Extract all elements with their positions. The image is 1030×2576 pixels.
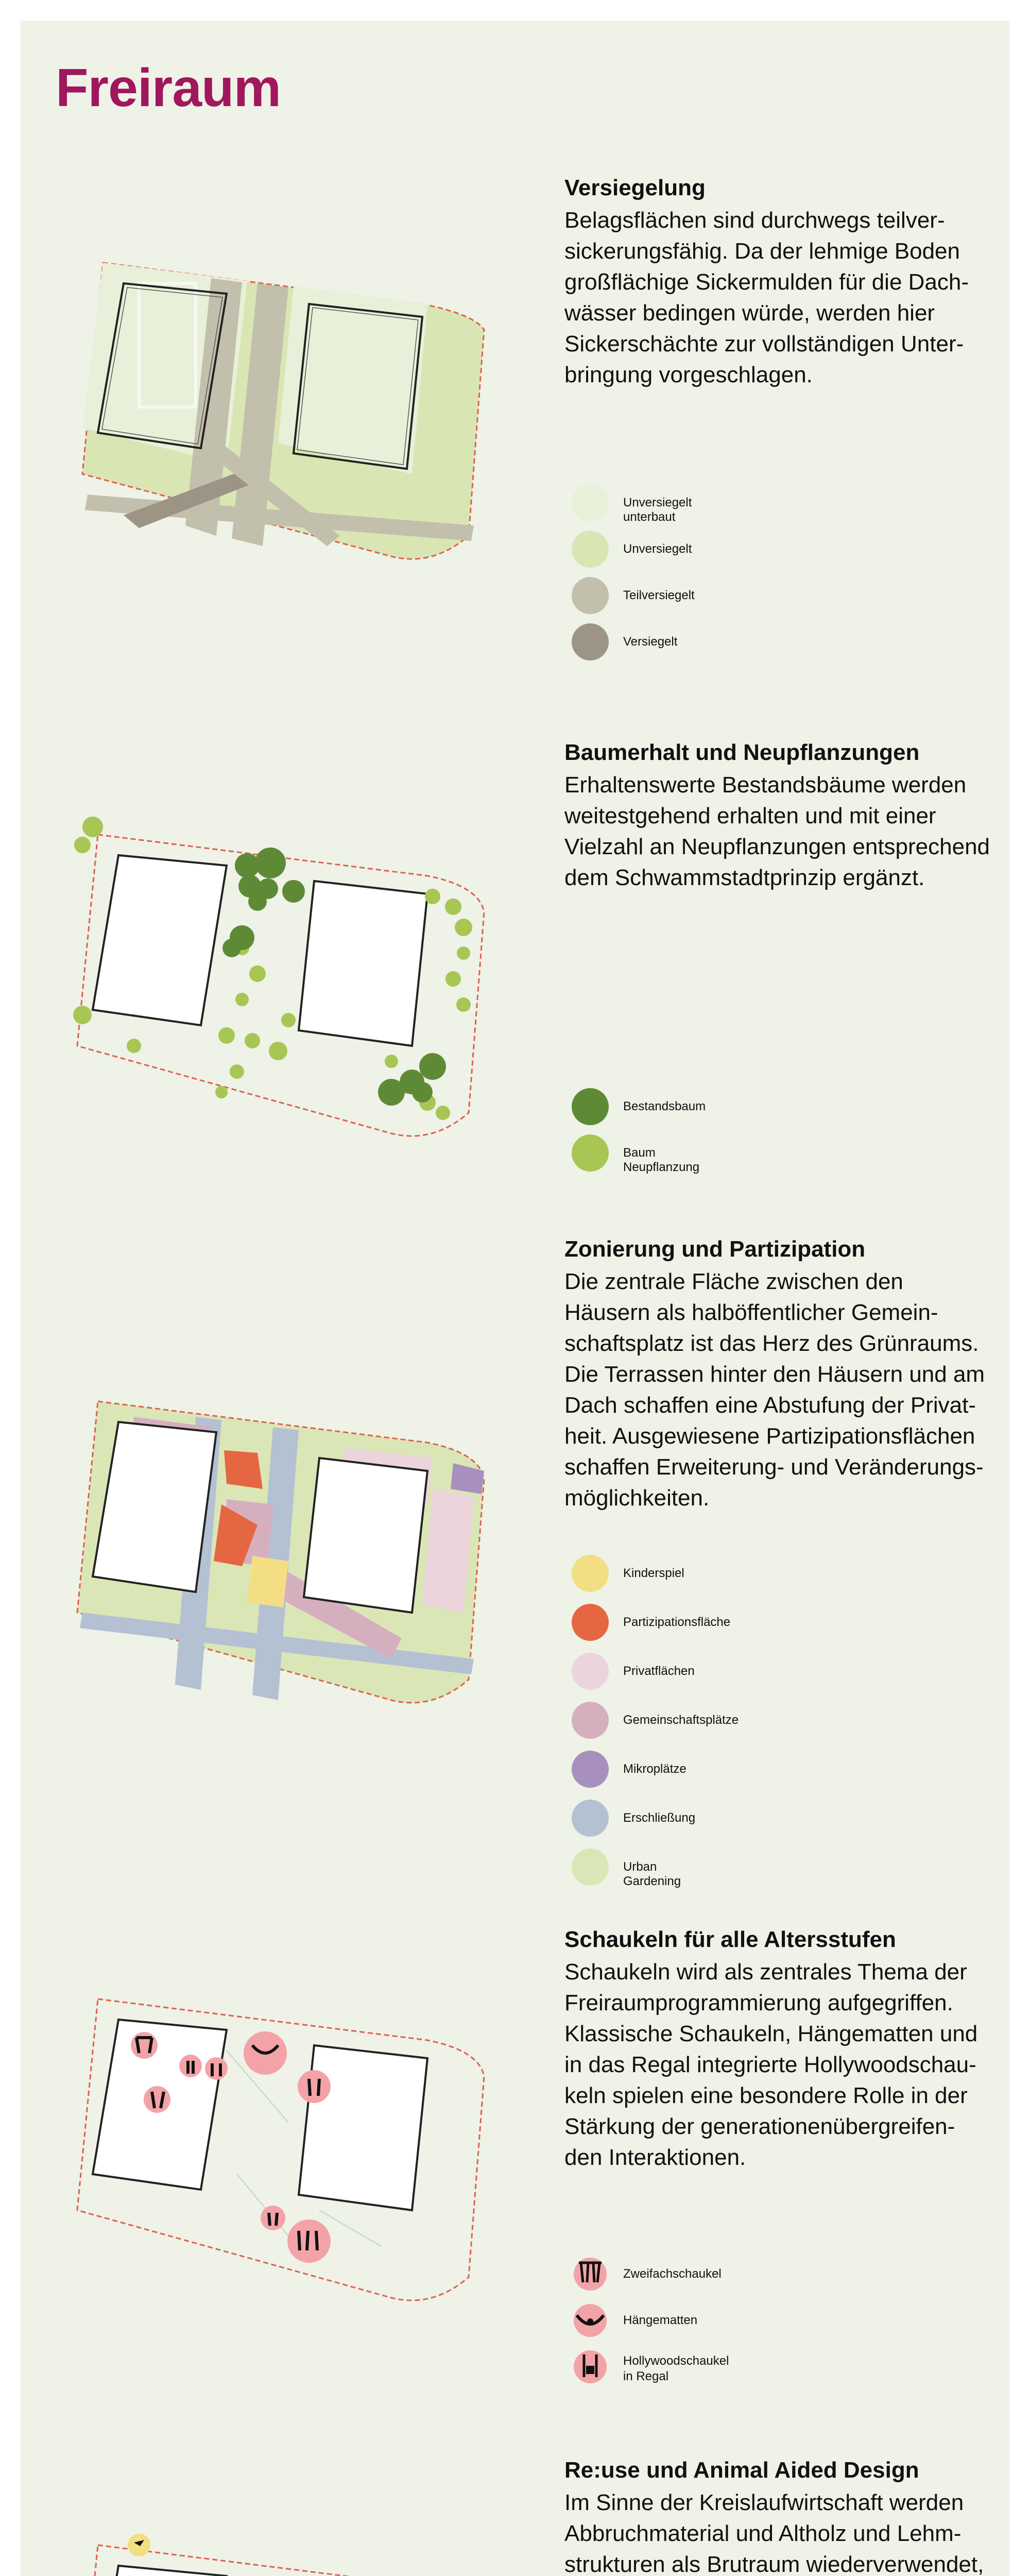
micro-space-swatch [572, 1751, 609, 1788]
section-heading: Zonierung und Partizipation [564, 1236, 866, 1262]
legend-label: Partizipationsfläche [623, 1615, 731, 1629]
body-line: Stärkung der generationenübergreifen- [564, 2114, 955, 2139]
legend-label: Unversiegelt [623, 542, 692, 556]
legend-label: Versiegelt [623, 635, 678, 649]
body-line: Die Terrassen hinter den Häusern und am [564, 1362, 985, 1387]
body-line: strukturen als Brutraum wiederverwendet, [564, 2552, 984, 2576]
urban-gardening-swatch [572, 1849, 609, 1886]
body-line: möglichkeiten. [564, 1485, 710, 1511]
body-line: sickerungsfähig. Da der lehmige Boden [564, 239, 960, 264]
double-swing-icon [572, 2256, 609, 2293]
existing-tree-swatch [572, 1088, 609, 1125]
body-line: dem Schwammstadtprinzip ergänzt. [564, 865, 925, 890]
body-line: Belagsflächen sind durchwegs teilver- [564, 208, 945, 233]
section-body [564, 770, 1018, 893]
participation-area-swatch [572, 1604, 609, 1641]
legend-label: Erschließung [623, 1811, 696, 1825]
body-line: den Interaktionen. [564, 2145, 746, 2170]
playground-swatch [572, 1555, 609, 1592]
partially-sealed-swatch [572, 577, 609, 614]
body-line: Sickerschächte zur vollständigen Unter- [564, 331, 964, 357]
section-body [564, 1957, 1018, 2173]
access-swatch [572, 1800, 609, 1837]
section-body [564, 1266, 1018, 1514]
body-line: weitestgehend erhalten und mit einer [564, 803, 936, 828]
legend-label: Kinderspiel [623, 1566, 684, 1580]
reuse-site-plan [72, 2514, 525, 2576]
body-line: Häusern als halböffentlicher Gemein- [564, 1300, 938, 1325]
private-area-swatch [572, 1653, 609, 1690]
legend-label: Hängematten [623, 2313, 698, 2327]
body-line: Im Sinne der Kreislaufwirtschaft werden [564, 2490, 964, 2515]
new-tree-swatch [572, 1134, 609, 1172]
body-line: Abbruchmaterial und Altholz und Lehm- [564, 2521, 962, 2546]
section-body [564, 2487, 1018, 2576]
body-line: Die zentrale Fläche zwischen den [564, 1269, 903, 1294]
page-title: Freiraum [56, 58, 281, 118]
legend-label: Unversiegelt unterbaut [623, 496, 692, 524]
body-line: bringung vorgeschlagen. [564, 362, 813, 387]
legend-label-line: in Regal [623, 2369, 669, 2383]
legend-label: Bestandsbaum [623, 1099, 706, 1113]
legend-label [623, 2353, 809, 2384]
legend-label: Baum Neupflanzung [623, 1146, 700, 1174]
legend-label: Privatflächen [623, 1664, 695, 1678]
body-line: Klassische Schaukeln, Hängematten und [564, 2021, 978, 2046]
freiraum-board [21, 21, 1009, 2576]
body-line: heit. Ausgewiesene Partizipationsflächen [564, 1423, 975, 1449]
body-line: keln spielen eine besondere Rolle in der [564, 2083, 968, 2108]
zoning-site-plan [72, 1370, 525, 1721]
swing-site-plan [72, 1968, 525, 2318]
body-line: Vielzahl an Neupflanzungen entsprechend [564, 834, 990, 859]
sealed-swatch [572, 623, 609, 660]
body-line: Dach schaffen eine Abstufung der Privat- [564, 1393, 976, 1418]
section-heading: Re:use und Animal Aided Design [564, 2458, 919, 2483]
section-heading: Baumerhalt und Neupflanzungen [564, 740, 920, 765]
legend-label: Mikroplätze [623, 1762, 686, 1776]
legend-label: Gemeinschaftsplätze [623, 1713, 739, 1727]
body-line: in das Regal integrierte Hollywoodschau- [564, 2052, 976, 2077]
body-line: schaffen Erweiterung- und Veränderungs- [564, 1454, 984, 1480]
section-heading: Versiegelung [564, 175, 706, 200]
legend-label-line: Hollywoodschaukel [623, 2354, 729, 2368]
body-line: großflächige Sickermulden für die Dach- [564, 269, 969, 295]
legend-label: Urban Gardening [623, 1860, 681, 1888]
unsealed-underbuilt-swatch [572, 484, 609, 521]
unsealed-swatch [572, 531, 609, 568]
body-line: Freiraumprogrammierung aufgegriffen. [564, 1990, 953, 2015]
section-heading: Schaukeln für alle Altersstufen [564, 1927, 896, 1952]
legend-label: Teilversiegelt [623, 588, 695, 602]
body-line: wässer bedingen würde, werden hier [564, 300, 935, 326]
body-line: schaftsplatz ist das Herz des Grünraums. [564, 1331, 979, 1356]
sealing-site-plan [72, 227, 525, 577]
body-line: Erhaltenswerte Bestandsbäume werden [564, 772, 967, 798]
tree-site-plan [72, 804, 525, 1154]
body-line: Schaukeln wird als zentrales Thema der [564, 1959, 967, 1985]
community-space-swatch [572, 1702, 609, 1739]
hammock-icon [572, 2302, 609, 2339]
section-body [564, 205, 1018, 391]
legend-label: Zweifachschaukel [623, 2267, 722, 2281]
hollywood-swing-icon [572, 2348, 609, 2385]
